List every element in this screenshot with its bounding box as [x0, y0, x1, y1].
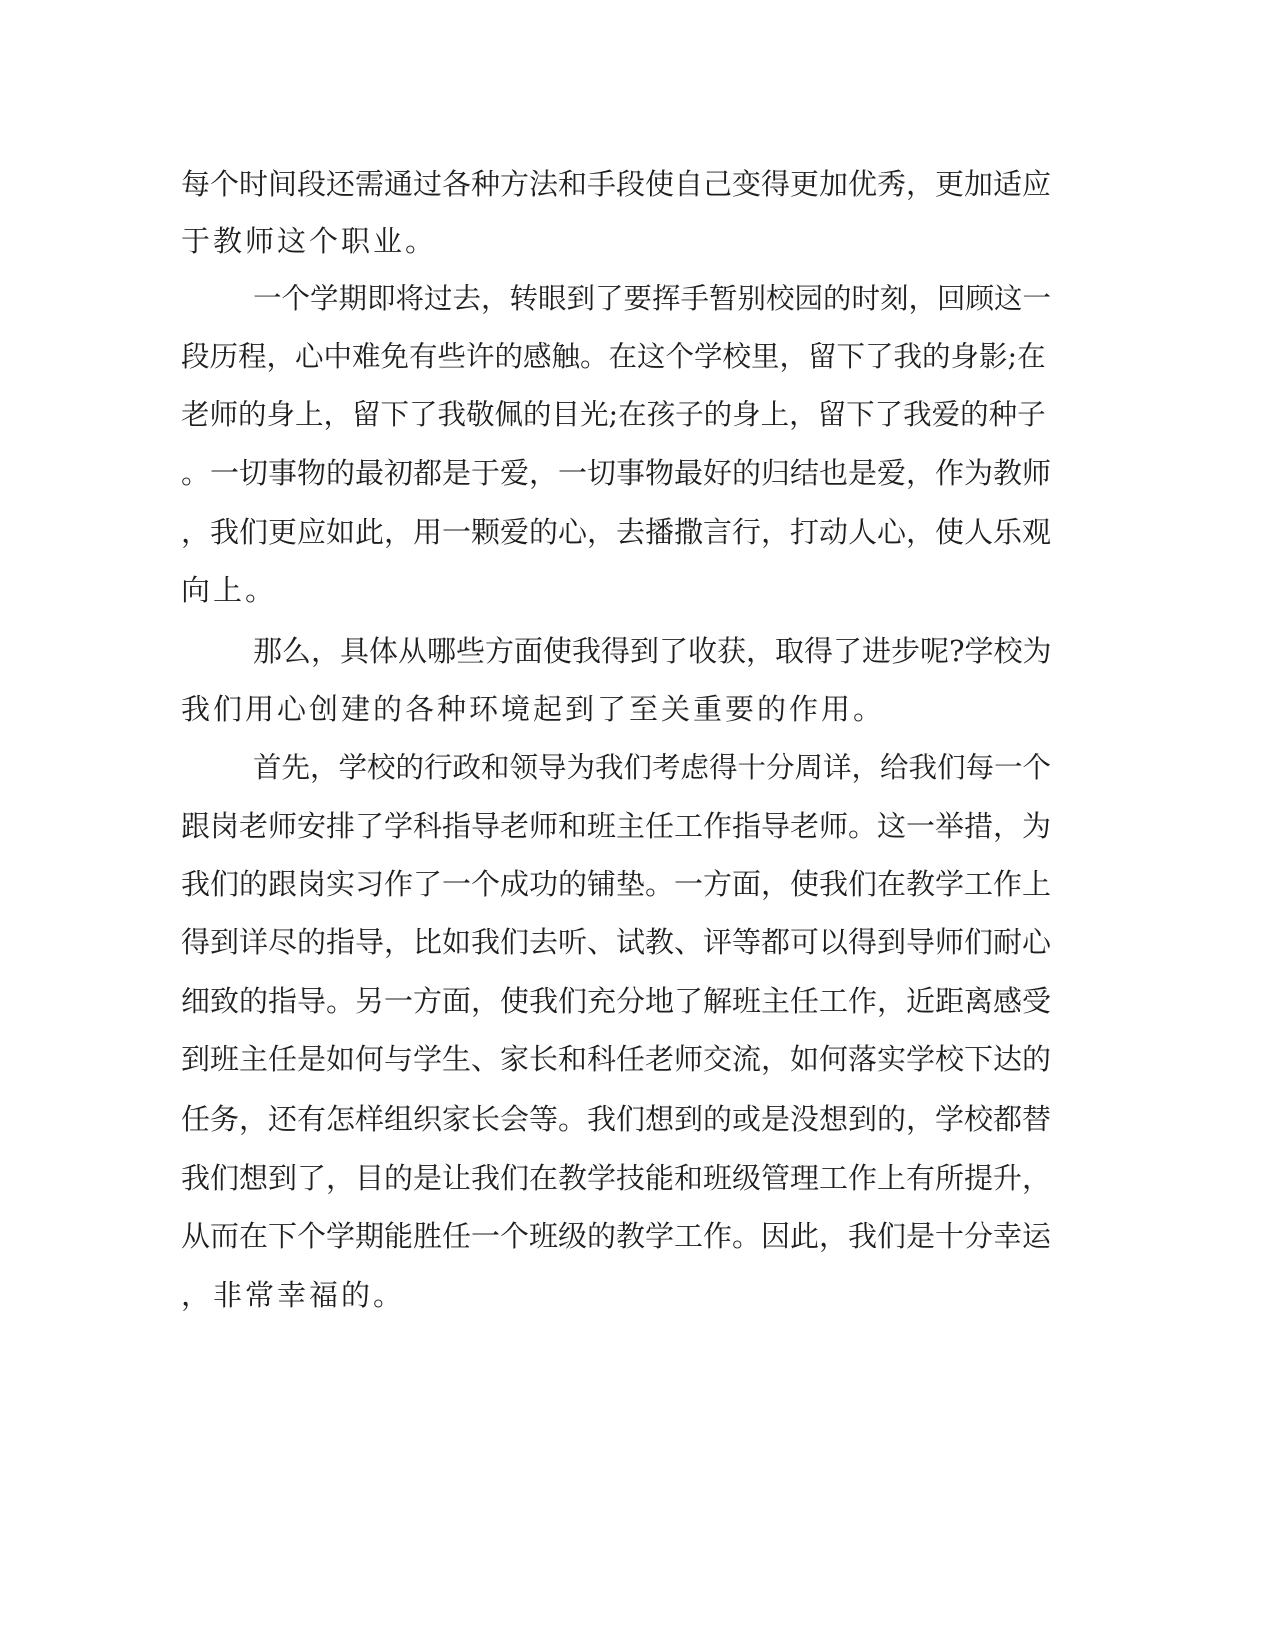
- text-line: 老师的身上，留下了我敬佩的目光;在孩子的身上，留下了我爱的种子: [181, 398, 1046, 431]
- text-line: 向上。: [181, 573, 278, 607]
- text-line: 从而在下个学期能胜任一个班级的教学工作。因此，我们是十分幸运: [181, 1219, 1052, 1253]
- text-line: ，我们更应如此，用一颗爱的心，去播撒言行，打动人心，使人乐观: [181, 515, 1052, 549]
- text-line: 我们想到了，目的是让我们在教学技能和班级管理工作上有所提升，: [181, 1161, 1052, 1195]
- text-line: 到班主任是如何与学生、家长和科任老师交流，如何落实学校下达的: [181, 1042, 1052, 1076]
- text-line: 首先，学校的行政和领导为我们考虑得十分周详，给我们每一个: [253, 751, 1052, 784]
- text-line: ，非常幸福的。: [181, 1278, 406, 1312]
- text-line: 我们的跟岗实习作了一个成功的铺垫。一方面，使我们在教学工作上: [181, 867, 1052, 901]
- text-line: 任务，还有怎样组织家长会等。我们想到的或是没想到的，学校都替: [181, 1102, 1052, 1136]
- text-line: 每个时间段还需通过各种方法和手段使自己变得更加优秀，更加适应: [181, 167, 1052, 201]
- text-line: 我们用心创建的各种环境起到了至关重要的作用。: [181, 692, 886, 726]
- text-line: 一个学期即将过去，转眼到了要挥手暂别校园的时刻，回顾这一: [253, 282, 1052, 315]
- text-line: 。一切事物的最初都是于爱，一切事物最好的归结也是爱，作为教师: [181, 456, 1052, 490]
- text-line: 细致的指导。另一方面，使我们充分地了解班主任工作，近距离感受: [181, 984, 1052, 1018]
- text-line: 得到详尽的指导，比如我们去听、试教、评等都可以得到导师们耐心: [181, 925, 1052, 959]
- text-line: 段历程，心中难免有些许的感触。在这个学校里，留下了我的身影;在: [181, 340, 1046, 373]
- text-line: 跟岗老师安排了学科指导老师和班主任工作指导老师。这一举措，为: [181, 809, 1052, 843]
- text-line: 于教师这个职业。: [181, 224, 438, 258]
- text-line: 那么，具体从哪些方面使我得到了收获，取得了进步呢?学校为: [253, 634, 1052, 668]
